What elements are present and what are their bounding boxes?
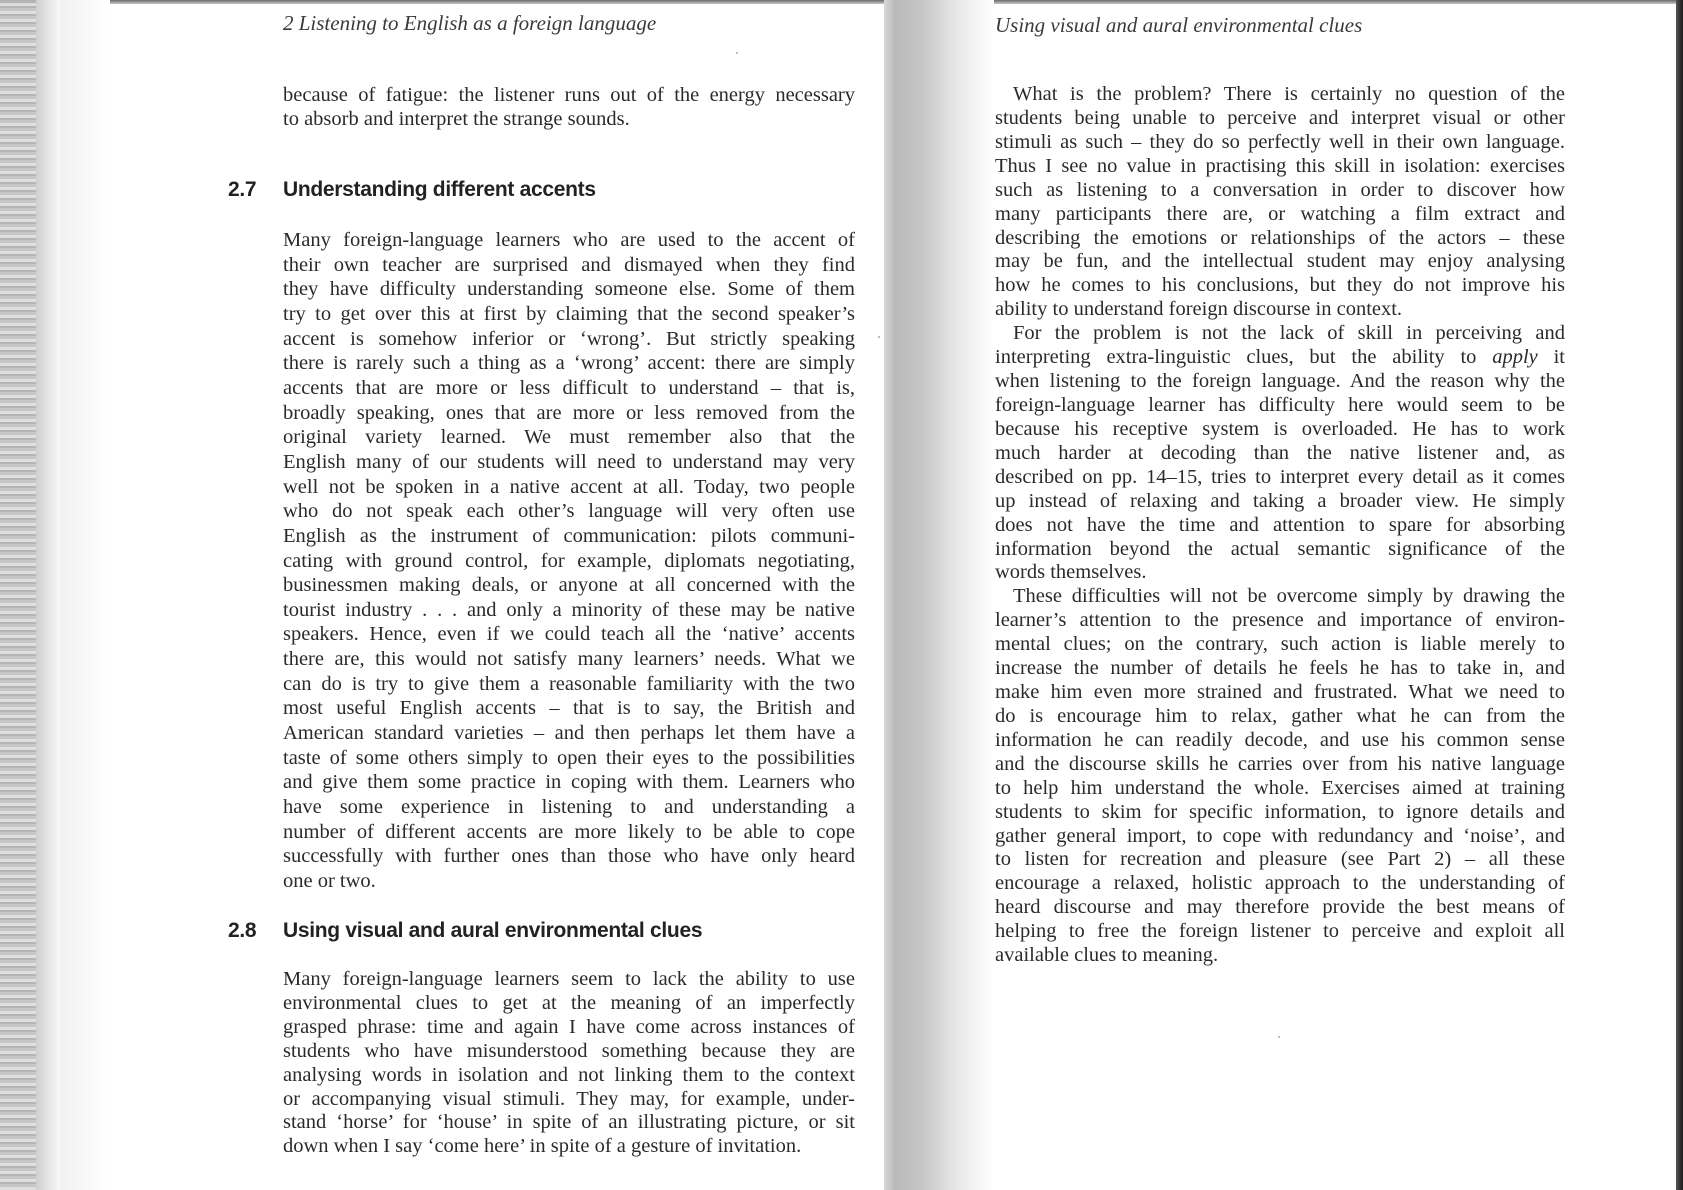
text-line: down when I say ‘come here’ in spite of a gesture of invitation. <box>283 1135 802 1158</box>
text-line: does not have the time and attention to spare for absorbing <box>995 513 1565 536</box>
text-line: encourage a relaxed, holistic approach to the understanding of <box>995 872 1565 895</box>
page-stack-shadow <box>36 0 60 1190</box>
text-line: stimuli as such – they do so perfectly well in their own language. <box>995 130 1565 153</box>
text-line: American standard varieties – and then perhaps let them have a <box>283 722 855 744</box>
text-line: accents that are more or less difficult to understand – that is, <box>283 376 855 399</box>
text-line: cating with ground control, for example, diplomats negotiating, <box>283 549 855 572</box>
text-line: original variety learned. We must remember also that the <box>283 426 855 449</box>
text-line: students being unable to perceive and interpret visual or other <box>995 106 1565 129</box>
right-running-head: Using visual and aural environmental clues <box>995 13 1363 37</box>
text-line: who do not speak each other’s language will very often use <box>283 500 855 523</box>
section-number: 2.7 <box>228 178 257 201</box>
text-line: Many foreign-language learners who are used to the accent of <box>283 229 855 251</box>
section-number: 2.8 <box>228 919 257 942</box>
text-line: one or two. <box>283 869 376 892</box>
text-line: available clues to meaning. <box>995 944 1219 967</box>
text-line: there are, this would not satisfy many learners’ needs. What we <box>283 648 855 670</box>
text-line: words themselves. <box>995 561 1147 584</box>
text-line: helping to free the foreign listener to perceive and exploit all <box>995 920 1565 943</box>
text-line: have some experience in listening to and understanding a <box>283 795 855 818</box>
text-line: information beyond the actual semantic significance of the <box>995 537 1565 560</box>
text-line: taste of some others simply to open their eyes to the possibilities <box>283 746 855 769</box>
text-line: tourist industry . . . and only a minority of these may be native <box>283 598 855 621</box>
scan-speck <box>736 52 738 54</box>
scan-speck <box>878 336 880 338</box>
text-line: gather general import, to cope with redundancy and ‘noise’, and <box>995 824 1565 847</box>
text-line: such as listening to a conversation in order to discover how <box>995 178 1565 201</box>
text-line: For the problem is not the lack of skill in perceiving and <box>1013 322 1565 345</box>
text-line: foreign-language learner has difficulty here would seem to be <box>995 394 1565 416</box>
text-line: they have difficulty understanding someone else. Some of them <box>283 278 855 301</box>
emphasis-text: apply <box>1476 346 1538 369</box>
text-line: or accompanying visual stimuli. They may, for example, under- <box>283 1087 855 1110</box>
scan-top-border <box>0 0 1683 4</box>
text-line: how he comes to his conclusions, but they do not improve his <box>995 274 1565 297</box>
text-line: increase the number of details he feels he has to take in, and <box>995 657 1565 680</box>
text-line: grasped phrase: time and again I have come across instances of <box>283 1015 855 1038</box>
text-line: and give them some practice in coping with them. Learners who <box>283 771 855 794</box>
text-line: up instead of relaxing and taking a broader view. He simply <box>995 489 1565 512</box>
text-line: Thus I see no value in practising this skill in isolation: exercises <box>995 154 1565 177</box>
text-line: can do is try to give them a reasonable familiarity with the two <box>283 672 855 695</box>
section-heading: Understanding different accents <box>283 178 596 201</box>
text-line: speakers. Hence, even if we could teach all the ‘native’ accents <box>283 623 855 646</box>
text-line: Many foreign-language learners seem to lack the ability to use <box>283 968 855 990</box>
text-line: their own teacher are surprised and dismayed when they find <box>283 253 855 276</box>
text-line: mental clues; on the contrary, such action is liable merely to <box>995 633 1565 656</box>
text-line: to listen for recreation and pleasure (see Part 2) – all these <box>995 848 1565 871</box>
text-line: What is the problem? There is certainly no question of the <box>1013 83 1565 105</box>
text-line: English as the instrument of communication: pilots communi- <box>283 524 855 547</box>
text-line: stand ‘horse’ for ‘house’ in spite of an illustrating picture, or sit <box>283 1111 855 1134</box>
text-line: analysing words in isolation and not linking them to the context <box>283 1063 855 1086</box>
page-stack-edge <box>0 0 36 1190</box>
text-line: successfully with further ones than those who have only heard <box>283 845 855 868</box>
text-line: and the discourse skills he carries over from his native language <box>995 752 1565 775</box>
text-line: make him even more strained and frustrated. What we need to <box>995 681 1565 703</box>
text-line: much harder at decoding than the native listener and, as <box>995 441 1565 464</box>
text-line: well not be spoken in a native accent at all. Today, two people <box>283 475 855 498</box>
text-line: information he can readily decode, and use his common sense <box>995 728 1565 751</box>
text-line: many participants there are, or watching a film extract and <box>995 202 1565 225</box>
text-line: learner’s attention to the presence and importance of environ- <box>995 609 1565 632</box>
text-line: environmental clues to get at the meaning of an imperfectly <box>283 991 855 1014</box>
text-line: number of different accents are more likely to be able to cope <box>283 820 855 843</box>
text-line: students to skim for specific information, to ignore details and <box>995 800 1565 823</box>
text-line: businessmen making deals, or anyone at all concerned with the <box>283 574 855 597</box>
text-line: most useful English accents – that is to say, the British and <box>283 697 855 720</box>
scan-right-edge <box>1676 0 1683 1190</box>
text-line: students who have misunderstood something because they are <box>283 1039 855 1062</box>
section-heading: Using visual and aural environmental clues <box>283 919 703 942</box>
text-line: accent is somehow inferior or ‘wrong’. But strictly speaking <box>283 327 855 350</box>
text-line: describing the emotions or relationships of the actors – these <box>995 226 1565 249</box>
book-gutter <box>884 0 994 1190</box>
scan-speck <box>1278 1036 1280 1038</box>
page-margin-shade <box>60 0 110 1190</box>
text-line: ability to understand foreign discourse in context. <box>995 298 1403 321</box>
text-line: interpreting extra-linguistic clues, but the ability to apply it <box>995 346 1565 369</box>
text-line: English many of our students will need to understand may very <box>283 450 855 473</box>
text-line: because his receptive system is overloaded. He has to work <box>995 417 1565 440</box>
text-line: to absorb and interpret the strange sounds. <box>283 108 630 130</box>
text-line: when listening to the foreign language. And the reason why the <box>995 370 1565 392</box>
text-line: there is rarely such a thing as a ‘wrong’ accent: there are simply <box>283 352 855 375</box>
text-line: may be fun, and the intellectual student may enjoy analysing <box>995 250 1565 273</box>
text-line: try to get over this at first by claiming that the second speaker’s <box>283 302 855 325</box>
text-line: described on pp. 14–15, tries to interpret every detail as it comes <box>995 465 1565 488</box>
text-line: do is encourage him to relax, gather what he can from the <box>995 704 1565 727</box>
text-line: to help him understand the whole. Exercises aimed at training <box>995 776 1565 799</box>
text-line: heard discourse and may therefore provide the best means of <box>995 896 1565 919</box>
text-line: These difficulties will not be overcome simply by drawing the <box>1013 585 1565 608</box>
text-line: broadly speaking, ones that are more or less removed from the <box>283 401 855 424</box>
text-line: because of fatigue: the listener runs out of the energy necessary <box>283 84 855 106</box>
left-running-head: 2 Listening to English as a foreign language <box>283 11 657 35</box>
